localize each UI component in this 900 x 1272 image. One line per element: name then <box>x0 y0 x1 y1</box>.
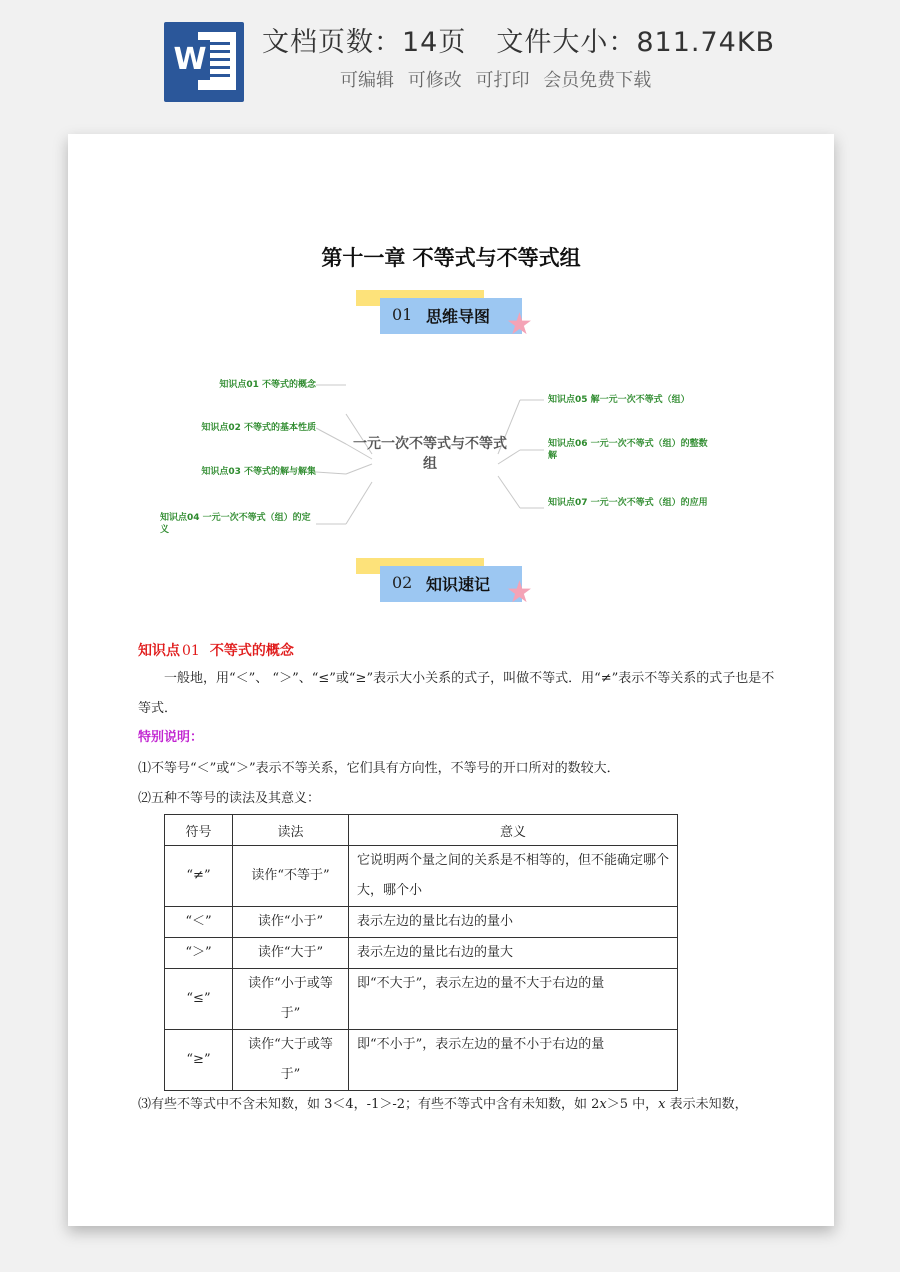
mind-map-node: 知识点06 一元一次不等式（组）的整数解 <box>548 439 708 461</box>
section-label: 思维导图 <box>426 307 491 326</box>
note-1: ⑴不等号“＜”或“＞”表示不等关系，它们具有方向性，不等号的开口所对的数较大． <box>138 761 620 776</box>
document-page <box>68 134 834 1226</box>
note-3 <box>138 1090 798 1120</box>
note-3-text: ＞5 中， <box>606 1097 659 1112</box>
table-cell: “≥” <box>165 1030 233 1091</box>
table-cell: 表示左边的量比右边的量小 <box>349 907 678 938</box>
document-title: 第十一章 不等式与不等式组 <box>321 246 581 270</box>
table-row <box>165 1030 678 1091</box>
table-cell: 它说明两个量之间的关系是不相等的，但不能确定哪个大，哪个小 <box>349 846 678 907</box>
mind-map-node: 知识点02 不等式的基本性质 <box>201 423 316 433</box>
knowledge-point-heading <box>138 640 294 660</box>
inequality-symbol-table <box>164 814 678 1091</box>
kp-number: 01 <box>182 643 200 659</box>
column-header: 符号 <box>165 815 233 846</box>
table-cell: “≠” <box>165 846 233 907</box>
kp-title: 不等式的概念 <box>209 643 294 659</box>
table-cell: 即“不小于”，表示左边的量不小于右边的量 <box>349 1030 678 1091</box>
special-note-label: 特别说明： <box>138 730 204 745</box>
variable: x <box>599 1097 607 1112</box>
column-header: 读法 <box>233 815 349 846</box>
mind-map <box>68 364 834 544</box>
table-row <box>165 969 678 1030</box>
mind-map-node: 知识点07 一元一次不等式（组）的应用 <box>548 498 708 508</box>
table-cell: 读作“小于或等于” <box>233 969 349 1030</box>
table-cell: “＜” <box>165 907 233 938</box>
star-icon: ★ <box>506 307 533 342</box>
table-cell: 读作“大于或等于” <box>233 1030 349 1091</box>
note-3-text: 表示未知数， <box>665 1097 748 1112</box>
kp-prefix: 知识点 <box>138 643 180 659</box>
feature-printable: 可打印 <box>475 70 530 91</box>
mind-map-node: 知识点04 一元一次不等式（组）的定义 <box>160 513 311 535</box>
mind-map-center: 一元一次不等式与不等式组 <box>353 436 507 472</box>
section-banner-mindmap <box>356 290 546 350</box>
section-number: 02 <box>392 573 413 592</box>
mind-map-node: 知识点01 不等式的概念 <box>219 380 316 390</box>
file-size: 文件大小：811.74KB <box>496 27 776 58</box>
section-number: 01 <box>392 305 413 324</box>
feature-modifiable: 可修改 <box>407 70 462 91</box>
word-icon: W <box>164 22 244 102</box>
table-cell: 读作“大于” <box>233 938 349 969</box>
star-icon: ★ <box>506 575 533 610</box>
table-cell: 读作“小于” <box>233 907 349 938</box>
variable: x <box>658 1097 666 1112</box>
feature-editable: 可编辑 <box>340 70 394 91</box>
mind-map-node: 知识点03 不等式的解与解集 <box>201 467 316 477</box>
table-cell: 读作“不等于” <box>233 846 349 907</box>
page-count: 文档页数：14页 <box>262 27 467 58</box>
section-banner-knowledge <box>356 558 546 618</box>
table-cell: “＞” <box>165 938 233 969</box>
section-label: 知识速记 <box>426 575 491 594</box>
table-row <box>165 938 678 969</box>
download-header <box>0 0 900 118</box>
feature-list <box>340 66 659 92</box>
table-cell: 表示左边的量比右边的量大 <box>349 938 678 969</box>
file-info <box>262 20 775 59</box>
column-header: 意义 <box>349 815 678 846</box>
table-row <box>165 846 678 907</box>
note-2: ⑵五种不等号的读法及其意义： <box>138 791 321 806</box>
table-cell: “≤” <box>165 969 233 1030</box>
table-row <box>165 907 678 938</box>
intro-paragraph: 一般地，用“＜”、 “＞”、“≤”或“≥”表示大小关系的式子，叫做不等式．用“≠”表示不等关系的式子也是不等式． <box>138 671 775 716</box>
table-cell: 即“不大于”，表示左边的量不大于右边的量 <box>349 969 678 1030</box>
feature-member-download: 会员免费下载 <box>543 70 652 91</box>
note-3-text: ⑶有些不等式中不含未知数，如 3＜4，-1＞-2；有些不等式中含有未知数，如 2 <box>138 1097 600 1112</box>
table-header-row <box>165 815 678 846</box>
mind-map-node: 知识点05 解一元一次不等式（组） <box>548 395 690 405</box>
